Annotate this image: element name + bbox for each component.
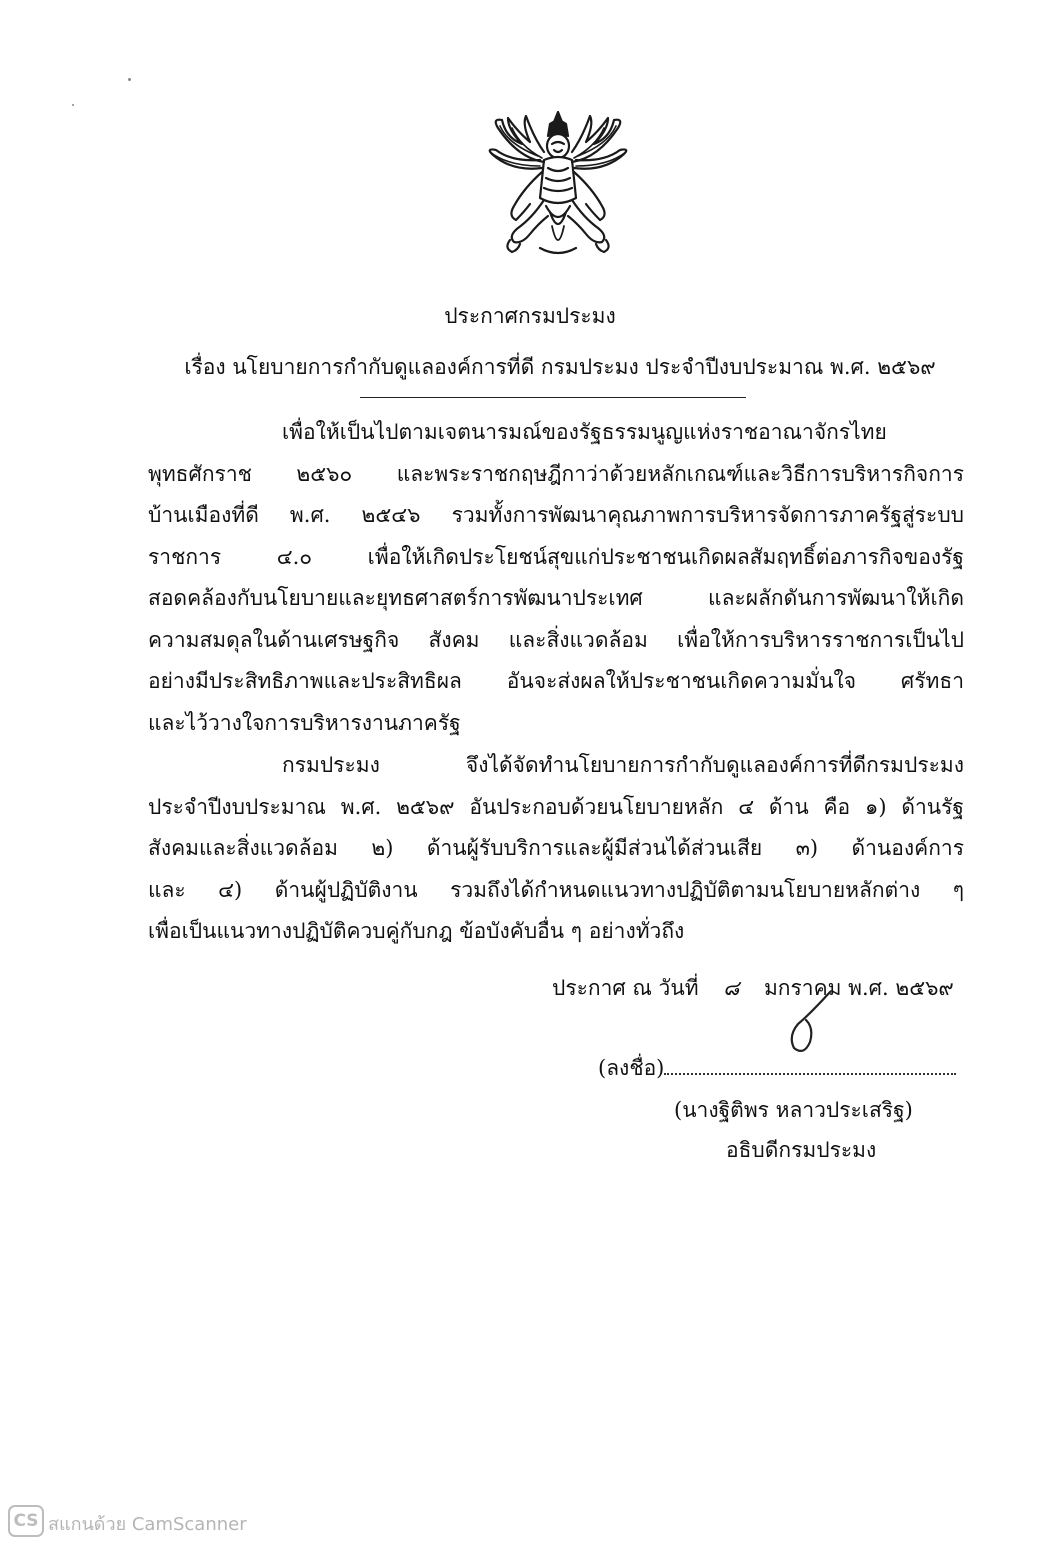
paragraph-line: พุทธศักราช ๒๕๖๐ และพระราชกฤษฎีกาว่าด้วยหลักเกณฑ์และวิธีการบริหารกิจการ xyxy=(148,461,964,486)
announcement-date xyxy=(552,972,954,1005)
paragraph-line: เพื่อเป็นแนวทางปฏิบัติควบคู่กับกฎ ข้อบังคับอื่น ๆ อย่างทั่วถึง xyxy=(148,919,685,943)
body-paragraph-1 xyxy=(148,412,964,744)
camscanner-watermark xyxy=(8,1503,268,1537)
date-day: ๘ xyxy=(723,976,740,1000)
paragraph-line: สอดคล้องกับนโยบายและยุทธศาสตร์การพัฒนาประเทศ และผลักดันการพัฒนาให้เกิด xyxy=(148,586,964,610)
paragraph-line: ประจำปีงบประมาณ พ.ศ. ๒๕๖๙ อันประกอบด้วยนโยบายหลัก ๔ ด้าน คือ ๑) ด้านรัฐ xyxy=(148,794,964,819)
paragraph-line: และ ๔) ด้านผู้ปฏิบัติงาน รวมถึงได้กำหนดแนวทางปฏิบัติตามนโยบายหลักต่าง ๆ xyxy=(148,877,964,902)
date-year: พ.ศ. ๒๕๖๙ xyxy=(848,976,954,1000)
garuda-emblem-icon xyxy=(478,108,638,264)
signature-dotted-line xyxy=(664,1055,956,1075)
signer-name: (นางฐิติพร หลาวประเสริฐ) xyxy=(674,1098,913,1122)
signer-position: อธิบดีกรมประมง xyxy=(726,1138,877,1162)
sign-label: (ลงชื่อ) xyxy=(598,1056,665,1080)
paragraph-line: เพื่อให้เป็นไปตามเจตนารมณ์ของรัฐธรรมนูญแห่งราชอาณาจักรไทย xyxy=(282,420,887,444)
paragraph-line: บ้านเมืองที่ดี พ.ศ. ๒๕๔๖ รวมทั้งการพัฒนาคุณภาพการบริหารจัดการภาครัฐสู่ระบบ xyxy=(148,503,964,527)
scan-speck xyxy=(128,78,131,81)
paragraph-line: ราชการ ๔.๐ เพื่อให้เกิดประโยชน์สุขแก่ประชาชนเกิดผลสัมฤทธิ์ต่อภารกิจของรัฐ xyxy=(148,544,964,569)
paragraph-line: ความสมดุลในด้านเศรษฐกิจ สังคม และสิ่งแวดล้อม เพื่อให้การบริหารราชการเป็นไป xyxy=(148,627,964,652)
watermark-text: สแกนด้วย CamScanner xyxy=(48,1514,247,1535)
paragraph-line: อย่างมีประสิทธิภาพและประสิทธิผล อันจะส่งผลให้ประชาชนเกิดความมั่นใจ ศรัทธา xyxy=(148,669,964,693)
announcement-subject: เรื่อง นโยบายการกำกับดูแลองค์การที่ดี กรมประมง ประจำปีงบประมาณ พ.ศ. ๒๕๖๙ xyxy=(184,355,936,379)
body-paragraph-2 xyxy=(148,745,964,953)
camscanner-logo-icon: CS xyxy=(8,1505,44,1537)
handwritten-signature-icon xyxy=(770,984,850,1060)
signature-line xyxy=(598,1052,956,1085)
scan-speck xyxy=(72,104,74,106)
paragraph-line: สังคมและสิ่งแวดล้อม ๒) ด้านผู้รับบริการและผู้มีส่วนได้ส่วนเสีย ๓) ด้านองค์การ xyxy=(148,836,964,860)
date-month: มกราคม xyxy=(763,976,842,1000)
title-divider xyxy=(360,397,746,398)
issuer-title: ประกาศกรมประมง xyxy=(444,304,616,328)
paragraph-line: กรมประมง จึงได้จัดทำนโยบายการกำกับดูแลองค์การที่ดีกรมประมง xyxy=(282,753,964,777)
date-prefix: ประกาศ ณ วันที่ xyxy=(552,976,699,1000)
paragraph-line: และไว้วางใจการบริหารงานภาครัฐ xyxy=(148,710,461,735)
